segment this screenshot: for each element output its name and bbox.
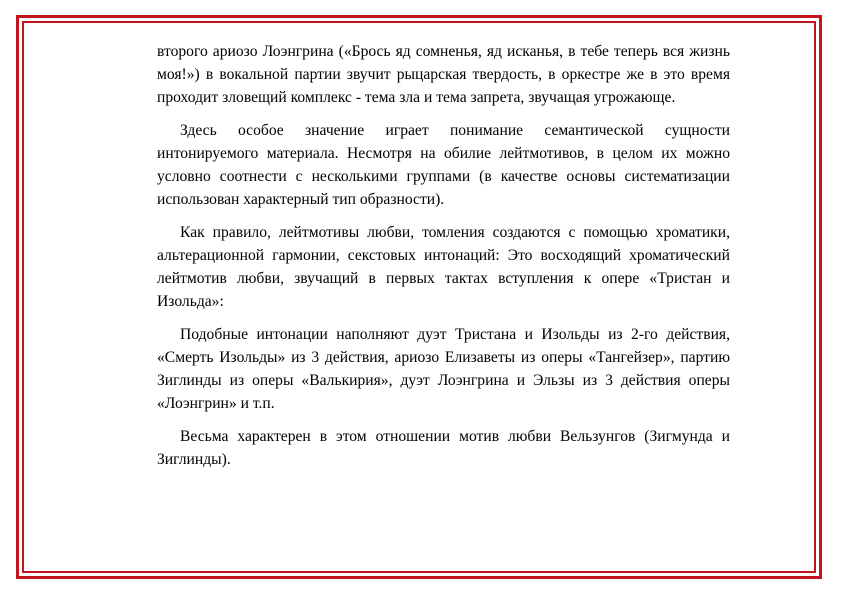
paragraph-love-leitmotifs: Как правило, лейтмотивы любви, томления создаются с помощью хроматики, альтерационной гармонии, секстовых интонаций: Это восходящий хроматический лейтмотив любви, звучащий в первых тактах вступления к опере «Тристан и Изольда»:	[157, 224, 730, 310]
paragraph-semantics: Здесь особое значение играет понимание семантической сущности интонируемого материала. Несмотря на обилие лейтмотивов, в целом их можно условно соотнести с несколькими группами (в качестве основы систематизации использован характерный тип образности).	[157, 122, 730, 208]
paragraph-walsung-motif: Весьма характерен в этом отношении мотив любви Вельзунгов (Зигмунда и Зиглинды).	[157, 428, 730, 468]
paragraph-continuation: второго ариозо Лоэнгрина («Брось яд сомненья, яд исканья, в тебе теперь вся жизнь моя!») в вокальной партии звучит рыцарская твердость, в оркестре же в это время проходит зловещий комплекс - тема зла и тема запрета, звучащая угрожающе.	[157, 43, 730, 106]
paragraph-similar-intonations: Подобные интонации наполняют дуэт Тристана и Изольды из 2-го действия, «Смерть Изольды» из 3 действия, ариозо Елизаветы из оперы «Тангейзер», партию Зиглинды из оперы «Валькирия», дуэт Лоэнгрина и Эльзы из 3 действия оперы «Лоэнгрин» и т.п.	[157, 326, 730, 412]
document-body	[157, 41, 730, 483]
